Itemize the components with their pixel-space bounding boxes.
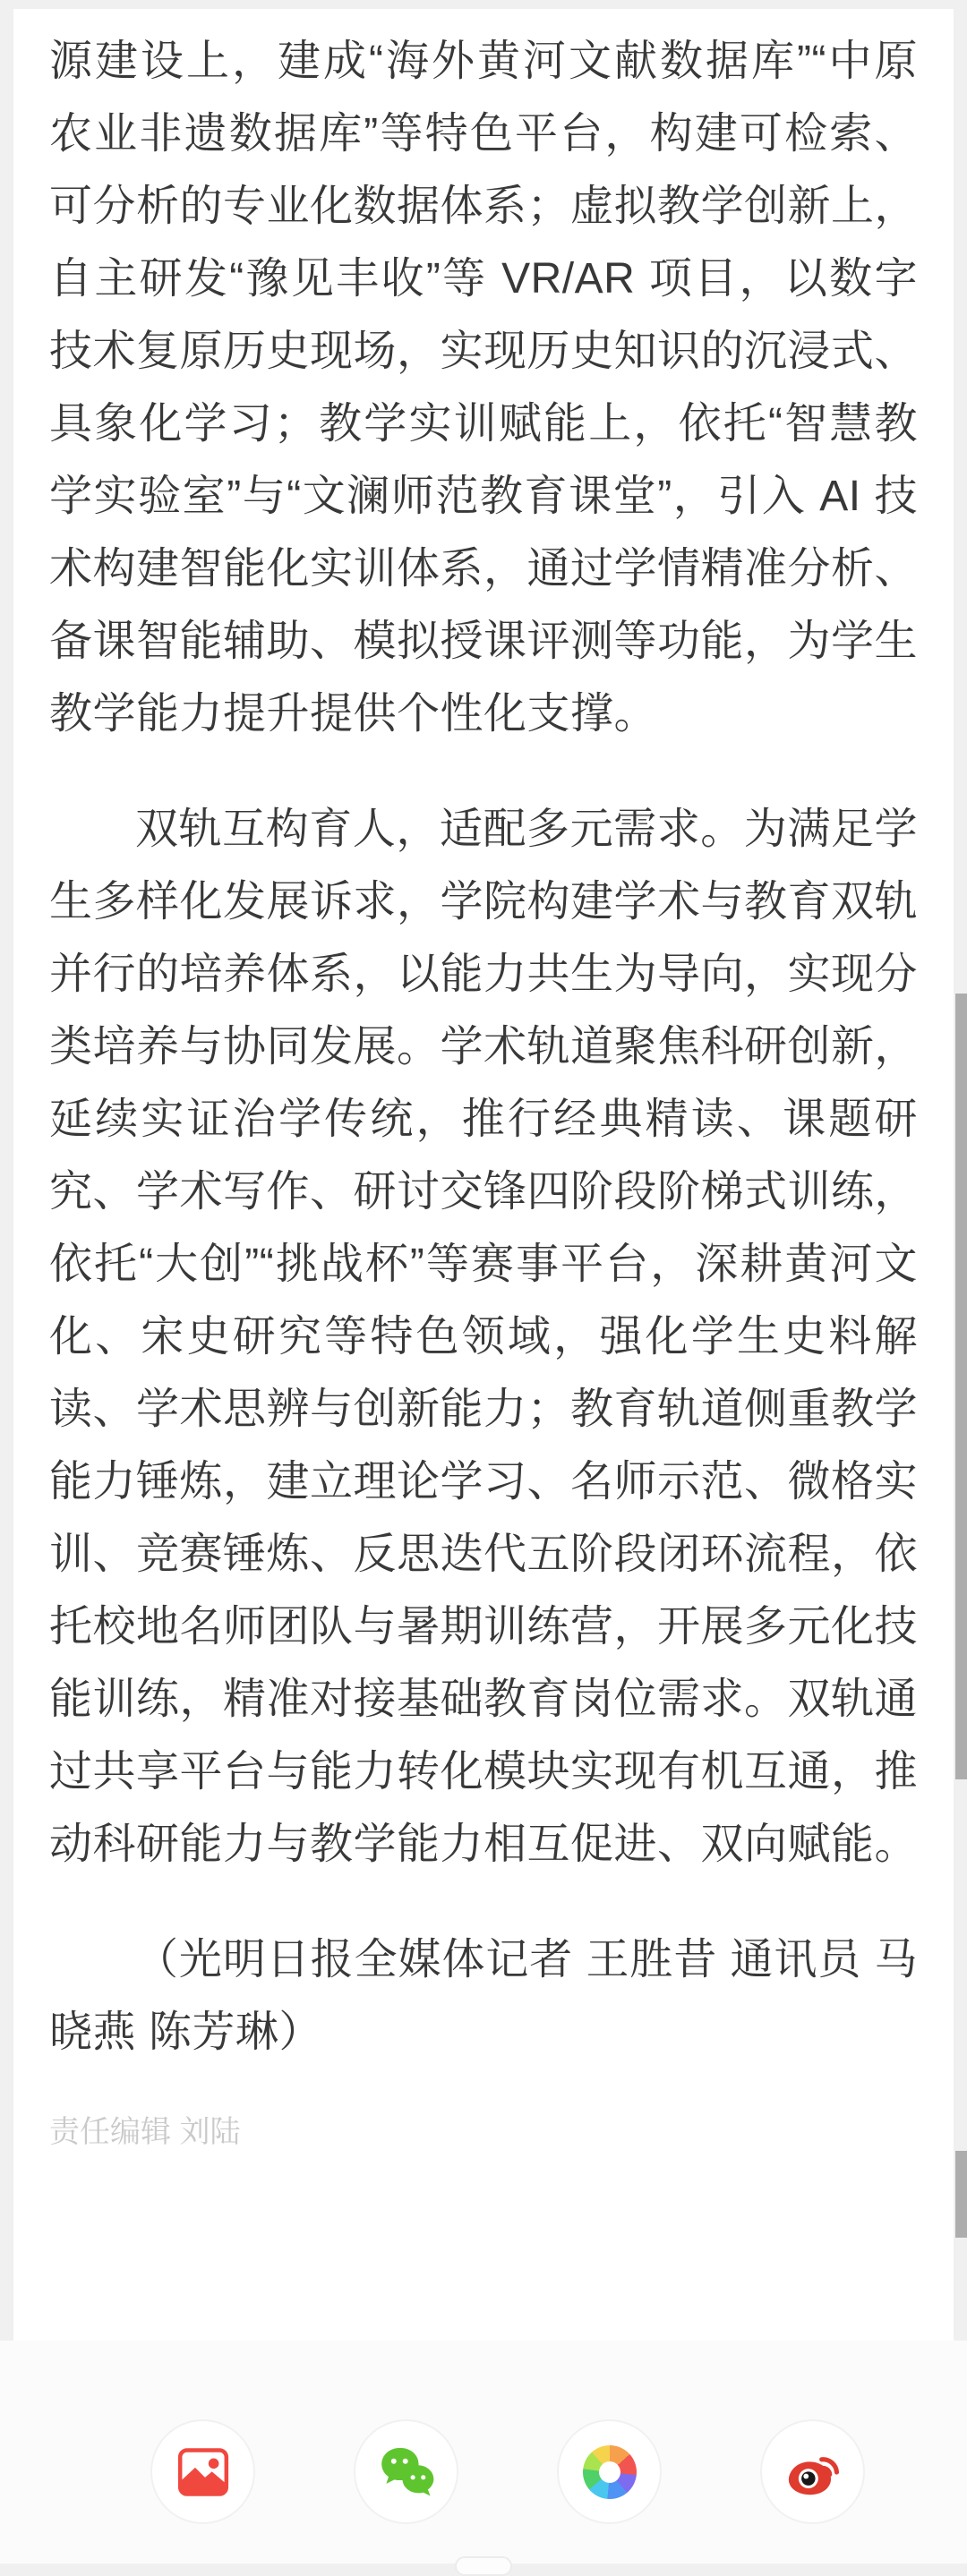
article-byline: （光明日报全媒体记者 王胜昔 通讯员 马晓燕 陈芳琳） — [49, 1936, 918, 2056]
article-body — [49, 25, 918, 2068]
scrollbar-thumb[interactable] — [955, 2151, 967, 2238]
share-moments-button[interactable] — [557, 2419, 662, 2524]
share-weibo-button[interactable] — [760, 2419, 865, 2524]
wechat-icon — [379, 2444, 434, 2500]
share-row — [0, 2341, 967, 2524]
wechat-moments-icon — [583, 2445, 637, 2499]
share-section — [0, 2341, 967, 2563]
editor-credit: 责任编辑 刘陆 — [49, 2115, 241, 2149]
weibo-icon — [785, 2444, 841, 2500]
poster-image-icon — [175, 2444, 231, 2500]
article-paragraph: 源建设上，建成“海外黄河文献数据库”“中原农业非遗数据库”等特色平台，构建可检索、可分析的专业化数据体系；虚拟教学创新上，自主研发“豫见丰收”等 VR/AR 项目，以数字技术复原历史现场，实现历史知识的沉浸式、具象化学习；教学实训赋能上，依托“智慧教学实验室”与“文澜师范教育课堂”，引入 AI 技术构建智能化实训体系，通过学情精准分析、备课智能辅助、模拟授课评测等功能，为学生教学能力提升提供个性化支撑。 — [49, 38, 919, 738]
share-wechat-button[interactable] — [354, 2419, 458, 2524]
scrollbar-thumb[interactable] — [955, 994, 967, 1779]
article-paragraph: 双轨互构育人，适配多元需求。为满足学生多样化发展诉求，学院构建学术与教育双轨并行的培养体系，以能力共生为导向，实现分类培养与协同发展。学术轨道聚焦科研创新，延续实证治学传统，推行经典精读、课题研究、学术写作、研讨交锋四阶段阶梯式训练，依托“大创”“挑战杯”等赛事平台，深耕黄河文化、宋史研究等特色领域，强化学生史料解读、学术思辨与创新能力；教育轨道侧重教学能力锤炼，建立理论学习、名师示范、微格实训、竞赛锤炼、反思迭代五阶段闭环流程，依托校地名师团队与暑期训练营，开展多元化技能训练，精准对接基础教育岗位需求。双轨通过共享平台与能力转化模块实现有机互通，推动科研能力与教学能力相互促进、双向赋能。 — [49, 806, 919, 1868]
article-card — [13, 9, 954, 2341]
bottom-element-peek — [455, 2556, 512, 2576]
share-poster-button[interactable] — [150, 2419, 255, 2524]
